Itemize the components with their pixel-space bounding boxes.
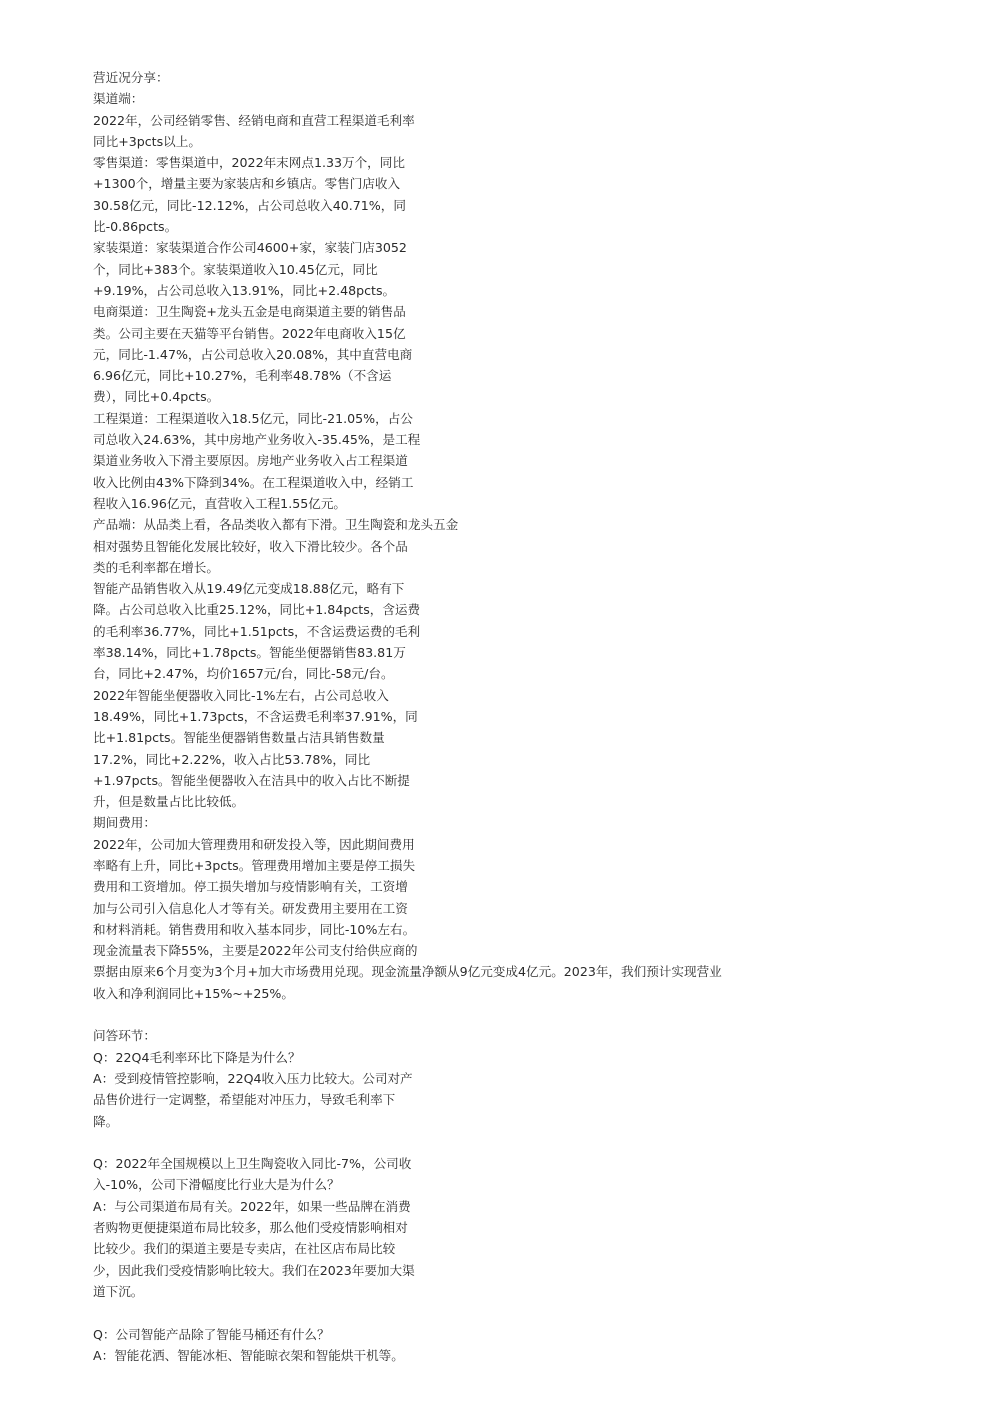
text-line: Q：2022年全国规模以上卫生陶瓷收入同比-7%，公司收 bbox=[93, 1156, 412, 1172]
text-line: 的毛利率36.77%，同比+1.51pcts，不含运费运费的毛利 bbox=[93, 623, 421, 639]
text-line: 营近况分享： bbox=[93, 70, 169, 85]
text-line: 期间费用： bbox=[93, 815, 156, 831]
text-line: 30.58亿元，同比-12.12%，占公司总收入40.71%，同 bbox=[93, 197, 406, 213]
text-line: 降。 bbox=[93, 1113, 119, 1129]
text-line: 家装渠道：家装渠道合作公司4600+家，家装门店3052 bbox=[93, 240, 407, 256]
text-line: 17.2%，同比+2.22%，收入占比53.78%，同比 bbox=[93, 751, 371, 767]
text-line: A：受到疫情管控影响，22Q4收入压力比较大。公司对产 bbox=[93, 1070, 413, 1086]
text-line: 和材料消耗。销售费用和收入基本同步，同比-10%左右。 bbox=[93, 921, 416, 937]
text-line: 元，同比-1.47%，占公司总收入20.08%，其中直营电商 bbox=[93, 346, 413, 362]
text-line: +1300个，增量主要为家装店和乡镇店。零售门店收入 bbox=[93, 176, 401, 192]
text-line: 智能产品销售收入从19.49亿元变成18.88亿元，略有下 bbox=[93, 581, 405, 597]
text-line: A：智能花洒、智能冰柜、智能晾衣架和智能烘干机等。 bbox=[93, 1347, 404, 1363]
text-line: 票据由原来6个月变为3个月+加大市场费用兑现。现金流量净额从9亿元变成4亿元。2023年，我们预计实现营业 bbox=[93, 964, 722, 980]
text-line: 道下沉。 bbox=[93, 1283, 144, 1299]
text-line: A：与公司渠道布局有关。2022年，如果一些品牌在消费 bbox=[93, 1198, 411, 1214]
text-line: 问答环节： bbox=[93, 1028, 156, 1044]
text-line: 收入比例由43%下降到34%。在工程渠道收入中，经销工 bbox=[93, 474, 414, 490]
text-line: 电商渠道：卫生陶瓷+龙头五金是电商渠道主要的销售品 bbox=[93, 304, 406, 320]
text-line: 率略有上升，同比+3pcts。管理费用增加主要是停工损失 bbox=[93, 857, 416, 873]
text-line: 者购物更便捷渠道布局比较多，那么他们受疫情影响相对 bbox=[93, 1220, 408, 1236]
text-line: 司总收入24.63%，其中房地产业务收入-35.45%，是工程 bbox=[93, 432, 421, 448]
text-line: 升，但是数量占比比较低。 bbox=[93, 794, 245, 810]
text-line: 程收入16.96亿元，直营收入工程1.55亿元。 bbox=[93, 495, 347, 511]
blank-line bbox=[93, 1132, 973, 1153]
text-line: 比+1.81pcts。智能坐便器销售数量占洁具销售数量 bbox=[93, 730, 385, 746]
text-line: 18.49%，同比+1.73pcts，不含运费毛利率37.91%，同 bbox=[93, 708, 418, 724]
text-line: 类。公司主要在天猫等平台销售。2022年电商收入15亿 bbox=[93, 325, 406, 341]
text-line: 费），同比+0.4pcts。 bbox=[93, 389, 220, 405]
text-line: 2022年，公司加大管理费用和研发投入等，因此期间费用 bbox=[93, 836, 415, 852]
text-line: 渠道端： bbox=[93, 91, 144, 107]
text-line: 收入和净利润同比+15%~+25%。 bbox=[93, 985, 294, 1001]
text-line: 台，同比+2.47%，均价1657元/台，同比-58元/台。 bbox=[93, 666, 394, 682]
text-line: 相对强势且智能化发展比较好，收入下滑比较少。各个品 bbox=[93, 538, 408, 554]
text-line: 2022年，公司经销零售、经销电商和直营工程渠道毛利率 bbox=[93, 112, 415, 128]
text-line: 率38.14%，同比+1.78pcts。智能坐便器销售83.81万 bbox=[93, 645, 406, 661]
text-line: 比较少。我们的渠道主要是专卖店，在社区店布局比较 bbox=[93, 1241, 396, 1257]
text-line: 类的毛利率都在增长。 bbox=[93, 559, 219, 575]
blank-line bbox=[93, 1302, 973, 1323]
text-line: +1.97pcts。智能坐便器收入在洁具中的收入占比不断提 bbox=[93, 772, 410, 788]
text-line: 现金流量表下降55%，主要是2022年公司支付给供应商的 bbox=[93, 943, 418, 959]
text-line: 比-0.86pcts。 bbox=[93, 219, 178, 235]
text-line: 工程渠道：工程渠道收入18.5亿元，同比-21.05%，占公 bbox=[93, 410, 413, 426]
blank-line bbox=[93, 1004, 973, 1025]
text-line: 品售价进行一定调整，希望能对冲压力，导致毛利率下 bbox=[93, 1092, 396, 1108]
text-line: 产品端：从品类上看，各品类收入都有下滑。卫生陶瓷和龙头五金 bbox=[93, 517, 459, 533]
document-body bbox=[93, 67, 973, 1366]
text-line: +9.19%，占公司总收入13.91%，同比+2.48pcts。 bbox=[93, 282, 396, 298]
text-line: Q：22Q4毛利率环比下降是为什么？ bbox=[93, 1049, 301, 1065]
text-line: 降。占公司总收入比重25.12%，同比+1.84pcts，含运费 bbox=[93, 602, 421, 618]
text-line: 少，因此我们受疫情影响比较大。我们在2023年要加大渠 bbox=[93, 1262, 415, 1278]
text-line: 零售渠道：零售渠道中，2022年末网点1.33万个，同比 bbox=[93, 155, 405, 171]
text-line: 加与公司引入信息化人才等有关。研发费用主要用在工资 bbox=[93, 900, 408, 916]
text-line: 2022年智能坐便器收入同比-1%左右，占公司总收入 bbox=[93, 687, 389, 703]
text-line: 费用和工资增加。停工损失增加与疫情影响有关，工资增 bbox=[93, 879, 408, 895]
text-line: 渠道业务收入下滑主要原因。房地产业务收入占工程渠道 bbox=[93, 453, 408, 469]
text-line: 入-10%，公司下滑幅度比行业大是为什么？ bbox=[93, 1177, 340, 1193]
text-line: 同比+3pcts以上。 bbox=[93, 133, 201, 149]
text-line: 个，同比+383个。家装渠道收入10.45亿元，同比 bbox=[93, 261, 378, 277]
text-line: 6.96亿元，同比+10.27%，毛利率48.78%（不含运 bbox=[93, 368, 392, 384]
text-line: Q：公司智能产品除了智能马桶还有什么？ bbox=[93, 1326, 330, 1342]
